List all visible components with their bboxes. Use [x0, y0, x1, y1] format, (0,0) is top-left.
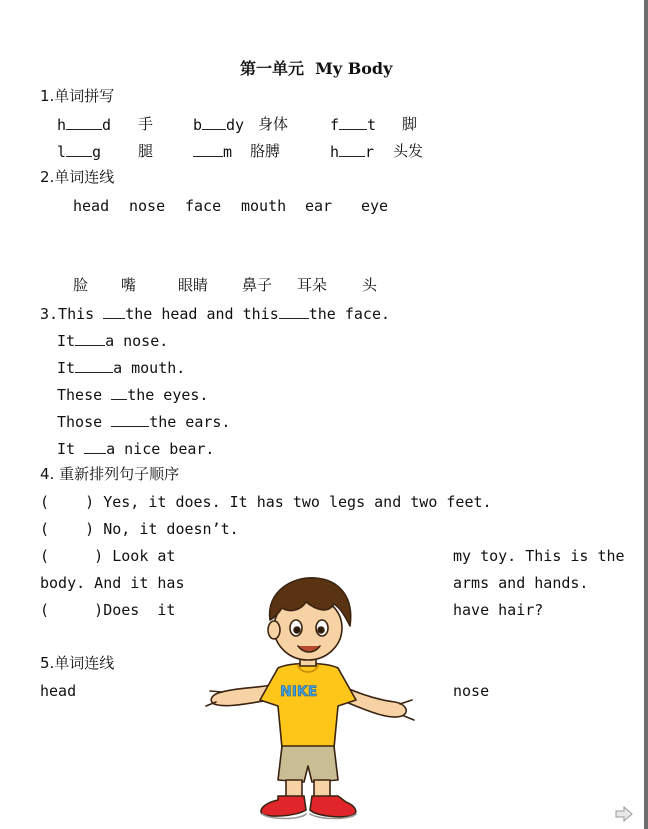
- suffix: m: [223, 143, 233, 161]
- spelling-item-arm: [193, 142, 232, 161]
- suffix: dy: [226, 116, 245, 134]
- match-word-en: nose: [129, 197, 166, 215]
- match-word-en: ear: [305, 197, 333, 215]
- section-2-heading: 2.单词连线: [40, 168, 115, 186]
- sentence-text: a mouth.: [113, 359, 186, 377]
- sentence-text: These: [57, 386, 112, 404]
- match-word-cn: 耳朵: [297, 276, 328, 294]
- prefix: f: [330, 116, 340, 134]
- chinese-hint: 脚: [402, 115, 418, 133]
- sentence-text: It: [57, 332, 76, 350]
- next-page-arrow-icon[interactable]: [614, 806, 634, 822]
- sentence-text: the face.: [308, 305, 391, 323]
- spelling-item-hair: [330, 142, 374, 161]
- shirt-logo-text: NIKE: [280, 684, 318, 700]
- match-word-cn: 脸: [73, 276, 89, 294]
- sentence-text: It: [57, 440, 85, 458]
- suffix: g: [92, 143, 102, 161]
- spelling-blank[interactable]: [339, 115, 367, 130]
- fill-blank[interactable]: [279, 304, 309, 319]
- match-word-cn: 眼睛: [178, 276, 209, 294]
- sentence-text: Those: [57, 413, 112, 431]
- order-sentence-part: arms and hands.: [453, 574, 589, 592]
- fill-blank[interactable]: [84, 439, 106, 454]
- fill-sentence-4: [57, 385, 208, 404]
- section-1-heading: 1.单词拼写: [40, 87, 115, 105]
- section-5-heading: 5.单词连线: [40, 654, 115, 672]
- suffix: r: [365, 143, 375, 161]
- fill-sentence-3: [57, 358, 185, 377]
- order-sentence-part: ( ) Look at: [40, 547, 176, 565]
- order-sentence-part: my toy. This is the: [453, 547, 625, 565]
- match-word-right: nose: [453, 682, 490, 700]
- fill-blank[interactable]: [75, 358, 113, 373]
- chinese-hint: 头发: [393, 142, 424, 160]
- chinese-hint: 胳膊: [250, 142, 281, 160]
- fill-sentence-1: [40, 304, 390, 323]
- prefix: l: [57, 143, 67, 161]
- prefix: h: [330, 143, 340, 161]
- prefix: b: [193, 116, 203, 134]
- spelling-item-body: [193, 115, 244, 134]
- sentence-text: a nice bear.: [106, 440, 215, 458]
- fill-blank[interactable]: [103, 304, 125, 319]
- fill-sentence-6: [57, 439, 214, 458]
- fill-blank[interactable]: [111, 412, 149, 427]
- match-word-en: eye: [361, 197, 389, 215]
- suffix: d: [102, 116, 112, 134]
- spelling-blank[interactable]: [202, 115, 226, 130]
- chinese-hint: 身体: [258, 115, 289, 133]
- prefix: h: [57, 116, 67, 134]
- chinese-hint: 腿: [138, 142, 154, 160]
- spelling-blank[interactable]: [339, 142, 365, 157]
- sentence-text: 3.This: [40, 305, 104, 323]
- match-word-cn: 头: [362, 276, 378, 294]
- order-sentence: ( ) No, it doesn’t.: [40, 520, 239, 538]
- section-4-heading: 4. 重新排列句子顺序: [40, 465, 180, 483]
- match-word-en: face: [185, 197, 222, 215]
- match-word-en: mouth: [241, 197, 287, 215]
- order-sentence: ( ) Yes, it does. It has two legs and two feet.: [40, 493, 492, 511]
- match-word-left: head: [40, 682, 77, 700]
- match-word-cn: 鼻子: [242, 276, 273, 294]
- spelling-item-leg: [57, 142, 101, 161]
- suffix: t: [367, 116, 377, 134]
- sentence-text: a nose.: [105, 332, 169, 350]
- sentence-text: the head and this: [125, 305, 279, 323]
- chinese-hint: 手: [138, 115, 154, 133]
- fill-blank[interactable]: [111, 385, 127, 400]
- page-title: 第一单元 My Body: [240, 59, 393, 78]
- fill-sentence-2: [57, 331, 168, 350]
- spelling-item-foot: [330, 115, 376, 134]
- sentence-text: It: [57, 359, 76, 377]
- match-word-cn: 嘴: [121, 276, 137, 294]
- order-sentence-part: have hair?: [453, 601, 544, 619]
- spelling-blank[interactable]: [66, 115, 102, 130]
- fill-sentence-5: [57, 412, 230, 431]
- sentence-text: the ears.: [149, 413, 231, 431]
- cartoon-boy-illustration: [200, 570, 420, 825]
- order-sentence-part: ( )Does it: [40, 601, 176, 619]
- match-word-en: head: [73, 197, 110, 215]
- order-sentence-part: body. And it has: [40, 574, 185, 592]
- page-edge: [644, 0, 648, 829]
- sentence-text: the eyes.: [127, 386, 209, 404]
- spelling-blank[interactable]: [66, 142, 92, 157]
- spelling-item-hand: [57, 115, 111, 134]
- fill-blank[interactable]: [75, 331, 105, 346]
- spelling-blank[interactable]: [193, 142, 223, 157]
